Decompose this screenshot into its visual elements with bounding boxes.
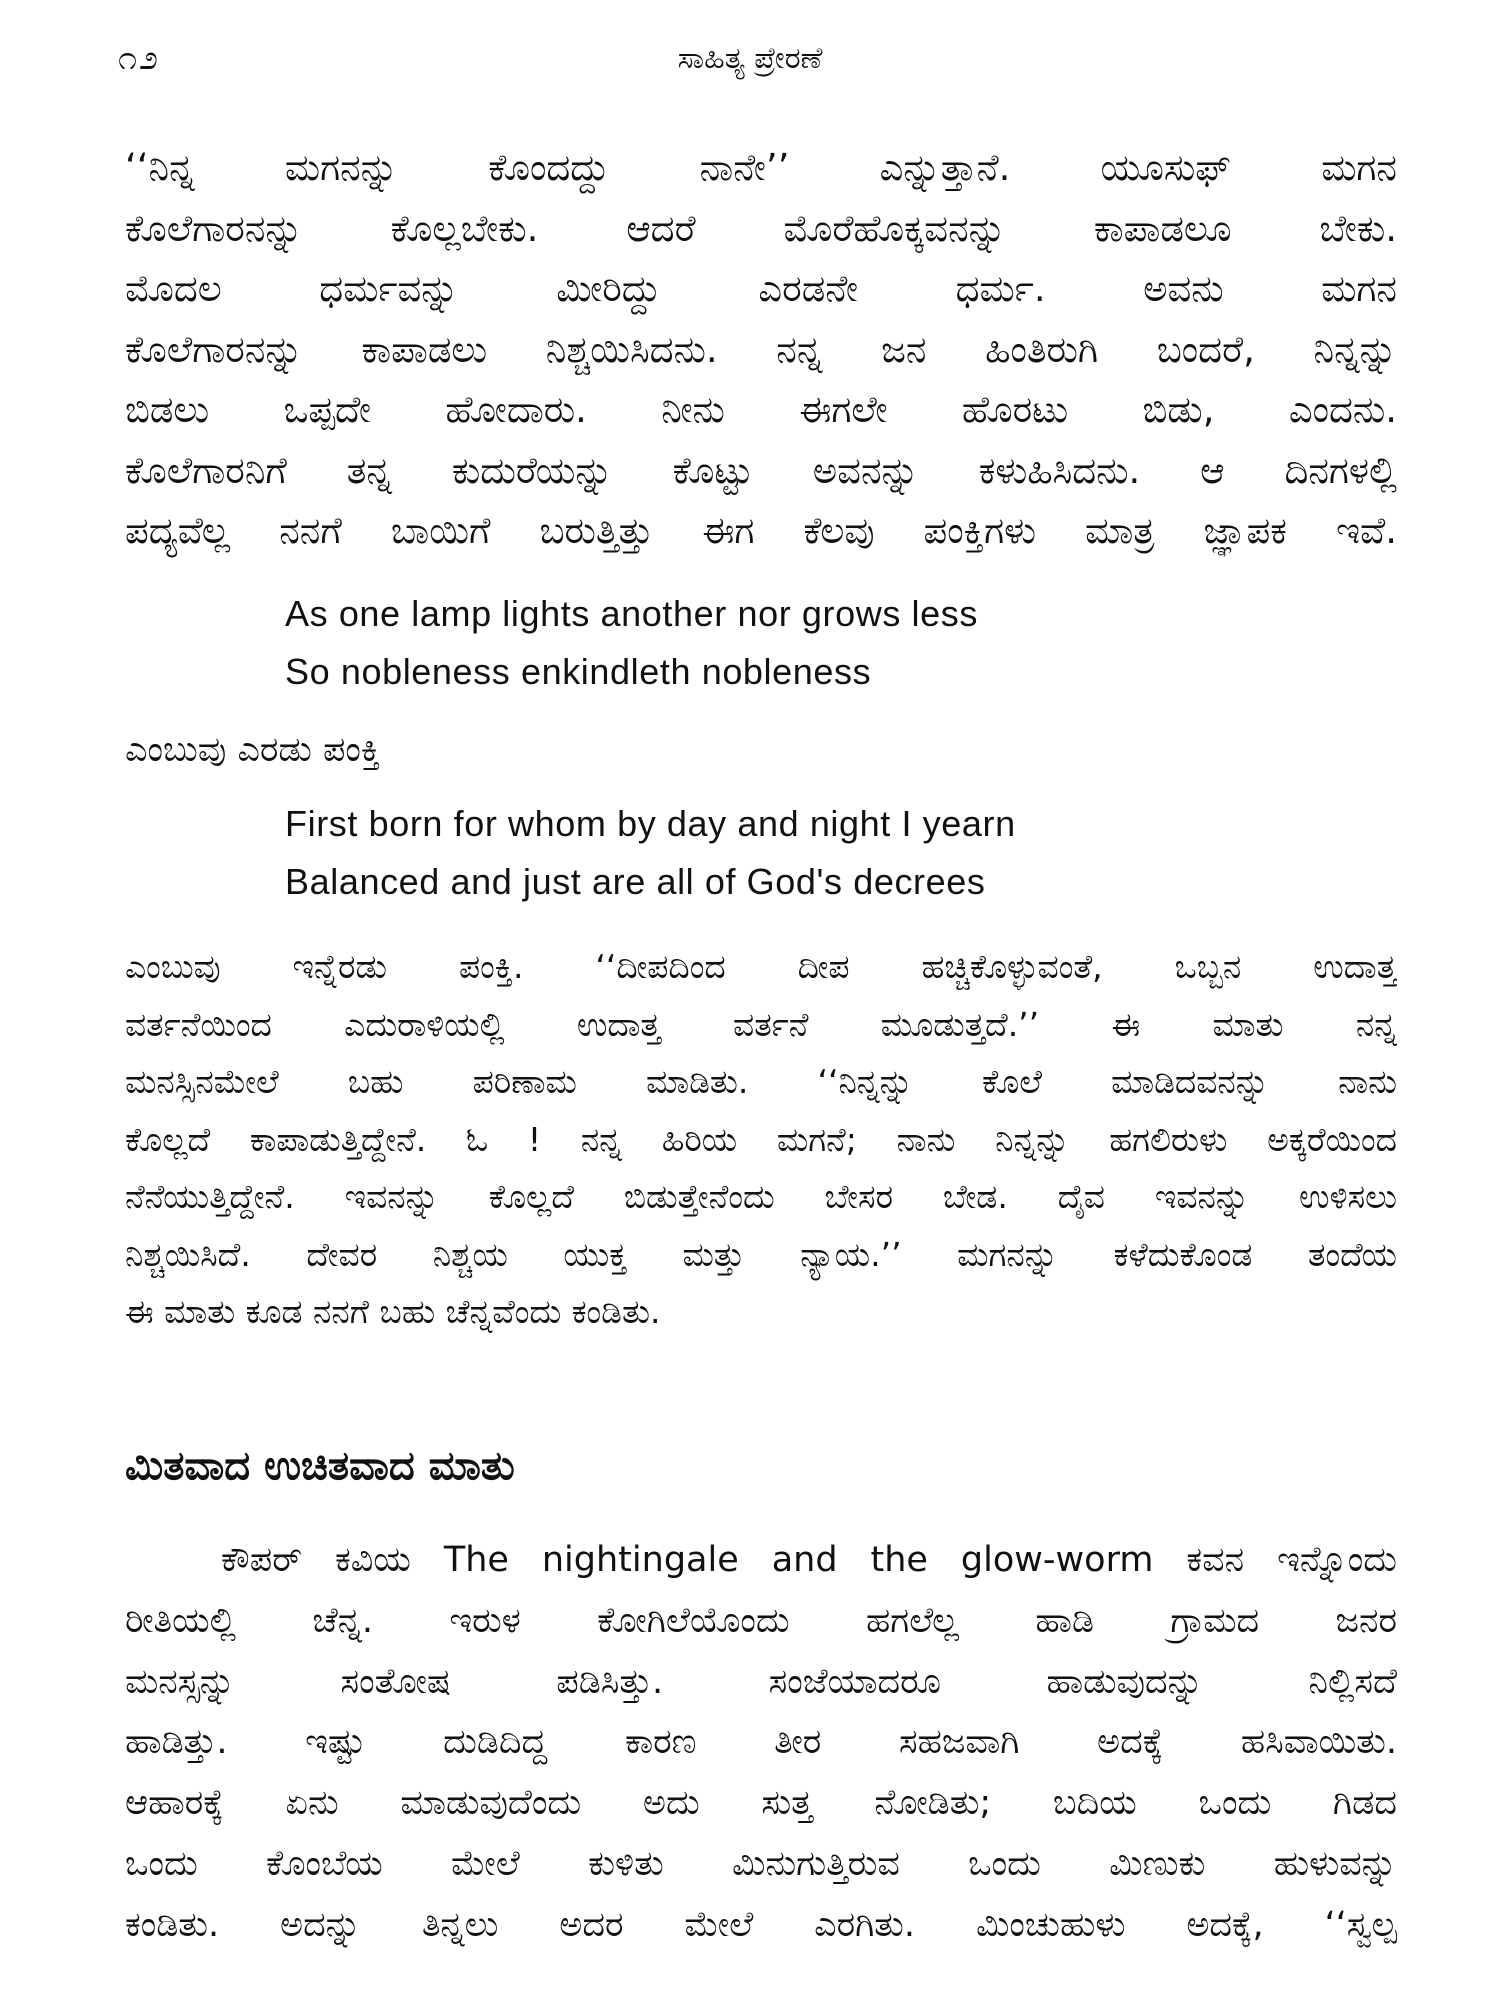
verse-2 [285, 795, 1285, 911]
text-line: ಒಂದು ಕೊಂಬೆಯ ಮೇಲೆ ಕುಳಿತು ಮಿನುಗುತ್ತಿರುವ ಒಂದು ಮಿಣುಕು ಹುಳುವನ್ನು [125, 1843, 1397, 1884]
page-number: ೧೨ [118, 38, 161, 78]
text-line: ಕೊಲ್ಲದೆ ಕಾಪಾಡುತ್ತಿದ್ದೇನೆ. ಓ ! ನನ್ನ ಹಿರಿಯ ಮಗನೆ; ನಾನು ನಿನ್ನನ್ನು ಹಗಲಿರುಳು ಅಕ್ಕರೆಯಿಂದ [125, 1119, 1397, 1159]
text-line: ರೀತಿಯಲ್ಲಿ ಚೆನ್ನ. ಇರುಳ ಕೋಗಿಲೆಯೊಂದು ಹಗಲೆಲ್ಲ ಹಾಡಿ ಗ್ರಾಮದ ಜನರ [125, 1600, 1397, 1641]
verse-1 [285, 585, 1285, 701]
paragraph-3 [125, 1530, 1397, 1956]
text-line: ಆಹಾರಕ್ಕೆ ಏನು ಮಾಡುವುದೆಂದು ಅದು ಸುತ್ತ ನೋಡಿತು; ಬದಿಯ ಒಂದು ಗಿಡದ [125, 1783, 1397, 1824]
verse-line: First born for whom by day and night I yearn [285, 803, 1016, 844]
text-line: ಹಾಡಿತ್ತು. ಇಷ್ಟು ದುಡಿದಿದ್ದ ಕಾರಣ ತೀರ ಸಹಜವಾಗಿ ಅದಕ್ಕೆ ಹಸಿವಾಯಿತು. [125, 1722, 1397, 1763]
text-line: ಕೊಲೆಗಾರನನ್ನು ಕೊಲ್ಲಬೇಕು. ಆದರೆ ಮೊರೆಹೊಕ್ಕವನನ್ನು ಕಾಪಾಡಲೂ ಬೇಕು. [125, 206, 1397, 250]
paragraph-2 [125, 938, 1397, 1341]
section-heading: ಮಿತವಾದ ಉಚಿತವಾದ ಮಾತು [125, 1443, 515, 1489]
text-line: ನಿಶ್ಚಯಿಸಿದೆ. ದೇವರ ನಿಶ್ಚಯ ಯುಕ್ತ ಮತ್ತು ನ್ಯಾಯ.’’ ಮಗನನ್ನು ಕಳೆದುಕೊಂಡ ತಂದೆಯ [125, 1234, 1397, 1274]
verse-line: As one lamp lights another nor grows less [285, 593, 978, 634]
text-line: ಮನಸ್ಸಿನಮೇಲೆ ಬಹು ಪರಿಣಾಮ ಮಾಡಿತು. ‘‘ನಿನ್ನನ್ನು ಕೊಲೆ ಮಾಡಿದವನನ್ನು ನಾನು [125, 1062, 1397, 1101]
text-line: ಕೊಲೆಗಾರನನ್ನು ಕಾಪಾಡಲು ನಿಶ್ಚಯಿಸಿದನು. ನನ್ನ ಜನ ಹಿಂತಿರುಗಿ ಬಂದರೆ, ನಿನ್ನನ್ನು [125, 327, 1397, 371]
text-line: ಎಂಬುವು ಇನ್ನೆರಡು ಪಂಕ್ತಿ. ‘‘ದೀಪದಿಂದ ದೀಪ ಹಚ್ಚಿಕೊಳ್ಳುವಂತೆ, ಒಬ್ಬನ ಉದಾತ್ತ [125, 947, 1397, 986]
paragraph-1 [125, 138, 1397, 562]
text-line: ಕೊಲೆಗಾರನಿಗೆ ತನ್ನ ಕುದುರೆಯನ್ನು ಕೊಟ್ಟು ಅವನನ್ನು ಕಳುಹಿಸಿದನು. ಆ ದಿನಗಳಲ್ಲಿ [125, 448, 1397, 492]
text-line: ನೆನೆಯುತ್ತಿದ್ದೇನೆ. ಇವನನ್ನು ಕೊಲ್ಲದೆ ಬಿಡುತ್ತೇನೆಂದು ಬೇಸರ ಬೇಡ. ದೈವ ಇವನನ್ನು ಉಳಿಸಲು [125, 1177, 1397, 1216]
text-line: ವರ್ತನೆಯಿಂದ ಎದುರಾಳಿಯಲ್ಲಿ ಉದಾತ್ತ ವರ್ತನೆ ಮೂಡುತ್ತದೆ.’’ ಈ ಮಾತು ನನ್ನ [125, 1004, 1397, 1044]
running-title: ಸಾಹಿತ್ಯ ಪ್ರೇರಣೆ [677, 41, 823, 76]
text-line: ಮೊದಲ ಧರ್ಮವನ್ನು ಮೀರಿದ್ದು ಎರಡನೇ ಧರ್ಮ. ಅವನು ಮಗನ [125, 267, 1397, 310]
verse-line: Balanced and just are all of God's decrees [285, 861, 986, 902]
text-line: ಬಿಡಲು ಒಪ್ಪದೇ ಹೋದಾರು. ನೀನು ಈಗಲೇ ಹೊರಟು ಬಿಡು, ಎಂದನು. [125, 388, 1397, 431]
text-line: ಮನಸ್ಸನ್ನು ಸಂತೋಷ ಪಡಿಸಿತ್ತು. ಸಂಜೆಯಾದರೂ ಹಾಡುವುದನ್ನು ನಿಲ್ಲಿಸದೆ [125, 1661, 1397, 1702]
text-line: ಪದ್ಯವೆಲ್ಲ ನನಗೆ ಬಾಯಿಗೆ ಬರುತ್ತಿತ್ತು ಈಗ ಕೆಲವು ಪಂಕ್ತಿಗಳು ಮಾತ್ರ ಜ್ಞಾಪಕ ಇವೆ. [125, 509, 1397, 552]
verse-line: So nobleness enkindleth nobleness [285, 651, 872, 692]
text-line: ಈ ಮಾತು ಕೂಡ ನನಗೆ ಬಹು ಚೆನ್ನವೆಂದು ಕಂಡಿತು. [125, 1292, 661, 1331]
verse-1-caption: ಎಂಬುವು ಎರಡು ಪಂಕ್ತಿ [125, 730, 381, 770]
text-line: ‘‘ನಿನ್ನ ಮಗನನ್ನು ಕೊಂದದ್ದು ನಾನೇ’’ ಎನ್ನುತ್ತಾನೆ. ಯೂಸುಫ್ ಮಗನ [125, 146, 1397, 189]
text-line: ಕಂಡಿತು. ಅದನ್ನು ತಿನ್ನಲು ಅದರ ಮೇಲೆ ಎರಗಿತು. ಮಿಂಚುಹುಳು ಅದಕ್ಕೆ, ‘‘ಸ್ವಲ್ಪ [125, 1904, 1397, 1945]
text-line: ಕೌಪರ್ ಕವಿಯ The nightingale and the glow-worm ಕವನ ಇನ್ನೊಂದು [221, 1540, 1397, 1580]
